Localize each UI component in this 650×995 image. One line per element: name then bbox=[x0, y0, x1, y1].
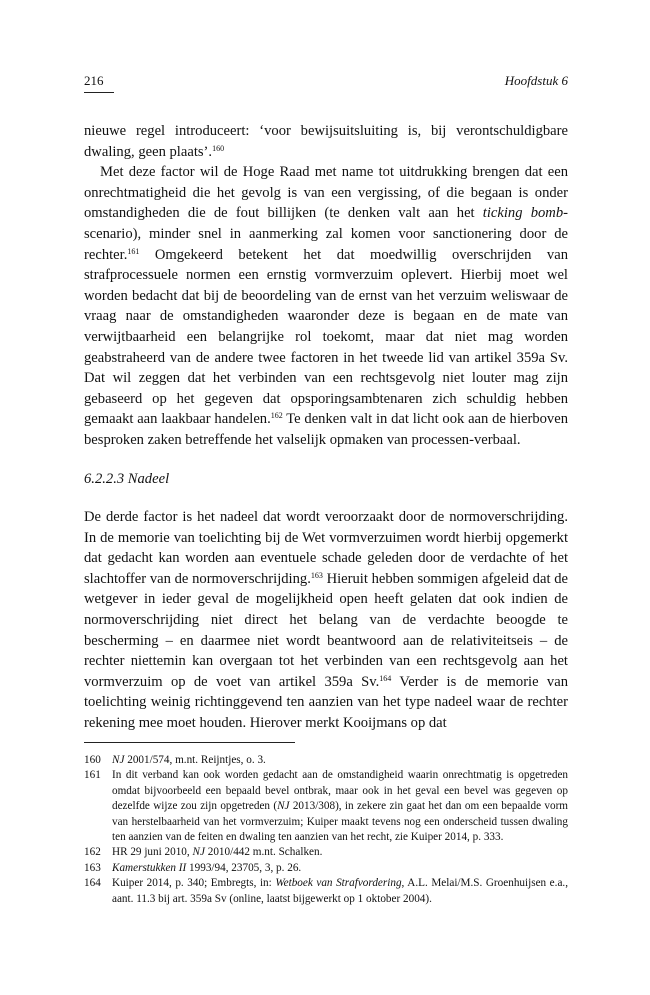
paragraph-2: Met deze factor wil de Hoge Raad met name tot uitdrukking brengen dat een onrechtmatigheid die het gevolg is van een vergissing, of die begaan is onder omstandigheden die de fout billijken (te denken valt aan het ticking bomb-scenario), minder snel in aanmerking zal komen voor sanctionering door de rechter.$^{161}$ Omgekeerd betekent het dat moedwillig overschrijden van strafprocessuele normen een ernstig vormverzuim oplevert. Hierbij moet wel worden bedacht dat bij de beoordeling van de ernst van het verzuim weliswaar de vraag naar de omstandigheden waaronder deze is begaan en de mate van verwijtbaarheid een belangrijke rol toekomt, maar dat niet mag worden geabstraheerd van de andere twee factoren in het tweede lid van artikel 359a Sv. Dat wil zeggen dat het verbinden van een rechtsgevolg niet louter mag zijn gebaseerd op het gegeven dat opsporingsambtenaren zich schuldig hebben gemaakt aan laakbaar handelen.$^{162}$ Te denken valt in dat licht ook aan de hierboven besproken zaken betreffende het valselijk opmaken van processen-verbaal. bbox=[84, 164, 569, 448]
paragraph-1: nieuwe regel introduceert: ‘voor bewijsuitsluiting is, bij verontschuldigbare dwaling, geen plaats’.$^{160}$ bbox=[84, 123, 568, 160]
footnote-ref-163[interactable]: 163 bbox=[310, 570, 323, 580]
paragraph-3: De derde factor is het nadeel dat wordt veroorzaakt door de normoverschrijding. In de memorie van toelichting bij de Wet vormverzuimen wordt hierbij opgemerkt dat gedacht kan worden aan eventuele schade geleden door de verdachte of het slachtoffer van de normoverschrijding.$^{163}$ Hieruit hebben sommigen afgeleid dat de wetgever in ieder geval de mogelijkheid open heeft gelaten dat ook indien de normoverschrijding niet direct het belang van de verdachte beoogde te bescherming – en daarmee niet wordt beantwoord aan de relativiteitseis – de rechter niettemin kan overgaan tot het verbinden van een rechtsgevolg aan het vormverzuim op de voet van artikel 359a Sv.$^{164}$ Verder is de memorie van toelichting weinig richtinggevend ten aanzien van het type nadeel waar de rechter rekening mee moet houden. Hierover merkt Kooijmans op dat bbox=[84, 509, 568, 732]
footnote-ref-161[interactable]: 161 bbox=[127, 246, 140, 256]
footnote-163: 163 Kamerstukken II 1993/94, 23705, 3, p. 26. bbox=[84, 861, 302, 874]
footnote-separator bbox=[84, 742, 295, 743]
footnote-ref-160[interactable]: 160 bbox=[212, 143, 225, 153]
footnote-ref-162[interactable]: 162 bbox=[270, 411, 283, 421]
section-heading: 6.2.2.3 Nadeel bbox=[84, 470, 170, 487]
page-number: 216 bbox=[84, 73, 104, 88]
footnote-164: 164 Kuiper 2014, p. 340; Embregts, in: Wetboek van Strafvordering, A.L. Melai/M.S. Groenhuijsen e.a., aant. 11.3 bij art. 359a Sv (online, laatst bijgewerkt op 1 oktober 2004). bbox=[84, 877, 569, 905]
footnotes bbox=[84, 742, 568, 907]
footnote-161: 161 In dit verband kan ook worden gedacht aan de omstandigheid waarin onrechtmatig is opgetreden omdat bijvoorbeeld een bepaald bevel ontbrak, maar ook in het geval een bevel was gegeven op dezelfde wijze zou zijn opgetreden (NJ 2013/308), in zekere zin gaat het dan om een bepaalde vorm van herstelbaarheid van het vormverzuim; Kuiper maakt tevens nog een onderscheid tussen dwaling ten aanzien van de feiten en dwaling ten aanzien van het recht, zie Kuiper 2014, p. 333. bbox=[84, 769, 568, 844]
chapter-title: Hoofdstuk 6 bbox=[504, 73, 568, 88]
footnote-162: 162 HR 29 juni 2010, NJ 2010/442 m.nt. Schalken. bbox=[84, 846, 323, 859]
page-number-rule bbox=[84, 92, 114, 93]
footnote-160: 160 NJ 2001/574, m.nt. Reijntjes, o. 3. bbox=[84, 754, 266, 766]
main-text bbox=[84, 121, 568, 734]
footnote-ref-164[interactable]: 164 bbox=[379, 673, 392, 683]
running-header bbox=[84, 73, 568, 93]
